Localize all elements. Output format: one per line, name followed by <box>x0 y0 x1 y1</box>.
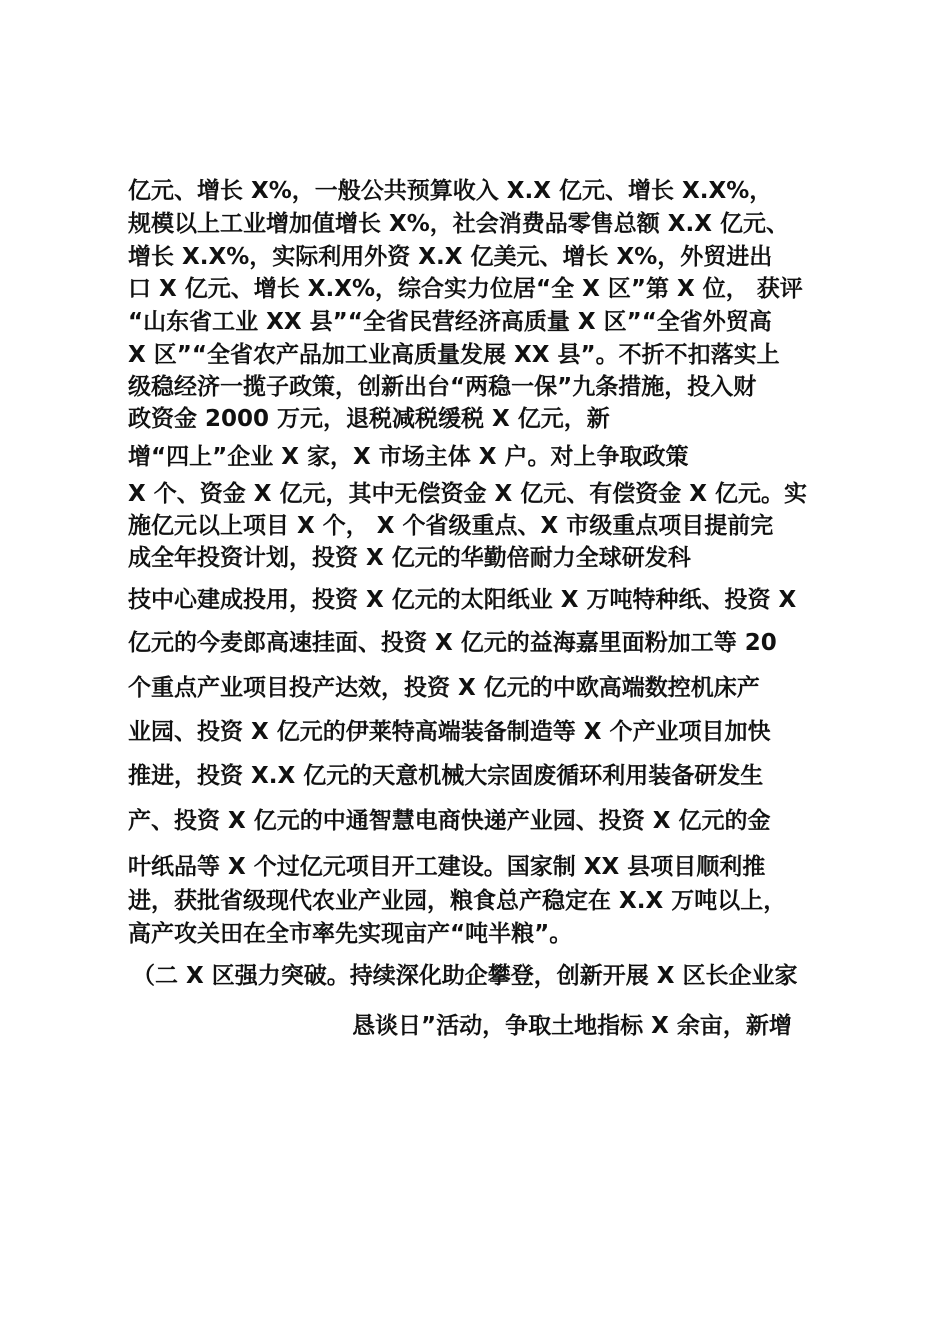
text-line: 施亿元以上项目 X 个， X 个省级重点、X 市级重点项目提前完 <box>128 513 774 539</box>
text-line: 级稳经济一揽子政策，创新出台“两稳一保”九条措施，投入财 <box>128 374 757 400</box>
text-line: 叶纸品等 X 个过亿元项目开工建设。国家制 XX 县项目顺利推 <box>128 854 766 880</box>
text-line: 技中心建成投用，投资 X 亿元的太阳纸业 X 万吨特种纸、投资 X <box>128 587 797 613</box>
text-line: 推进，投资 X.X 亿元的天意机械大宗固废循环利用装备研发生 <box>128 763 764 789</box>
text-line: 成全年投资计划，投资 X 亿元的华勤倍耐力全球研发科 <box>128 545 691 571</box>
text-line: 政资金 2000 万元，退税减税缓税 X 亿元，新 <box>128 406 610 432</box>
text-line: “山东省工业 XX 县”“全省民营经济高质量 X 区”“全省外贸高 <box>128 309 772 335</box>
text-line: 规模以上工业增加值增长 X%，社会消费品零售总额 X.X 亿元、 <box>128 211 790 237</box>
text-line: 增长 X.X%，实际利用外资 X.X 亿美元、增长 X%，外贸进出 <box>128 244 773 270</box>
text-line: X 区”“全省农产品加工业高质量发展 XX 县”。不折不扣落实上 <box>128 342 780 368</box>
text-line: 增“四上”企业 X 家，X 市场主体 X 户。对上争取政策 <box>128 444 689 470</box>
text-line: 恳谈日”活动，争取土地指标 X 余亩，新增 <box>352 1013 792 1039</box>
section-heading-line: （二 X 区强力突破。持续深化助企攀登，创新开展 X 区长企业家 <box>132 963 798 989</box>
text-line: 高产攻关田在全市率先实现亩产“吨半粮”。 <box>128 921 573 947</box>
text-line: 口 X 亿元、增长 X.X%，综合实力位居“全 X 区”第 X 位， 获评 <box>128 276 803 302</box>
text-line: 亿元、增长 X%，一般公共预算收入 X.X 亿元、增长 X.X%， <box>128 178 773 204</box>
text-line: 产、投资 X 亿元的中通智慧电商快递产业园、投资 X 亿元的金 <box>128 808 771 834</box>
text-line: 亿元的今麦郎高速挂面、投资 X 亿元的益海嘉里面粉加工等 20 <box>128 630 777 656</box>
text-line: 进，获批省级现代农业产业园，粮食总产稳定在 X.X 万吨以上， <box>128 888 787 914</box>
text-line: X 个、资金 X 亿元，其中无偿资金 X 亿元、有偿资金 X 亿元。实 <box>128 481 807 507</box>
text-line: 业园、投资 X 亿元的伊莱特高端装备制造等 X 个产业项目加快 <box>128 719 771 745</box>
text-line: 个重点产业项目投产达效，投资 X 亿元的中欧高端数控机床产 <box>128 675 760 701</box>
